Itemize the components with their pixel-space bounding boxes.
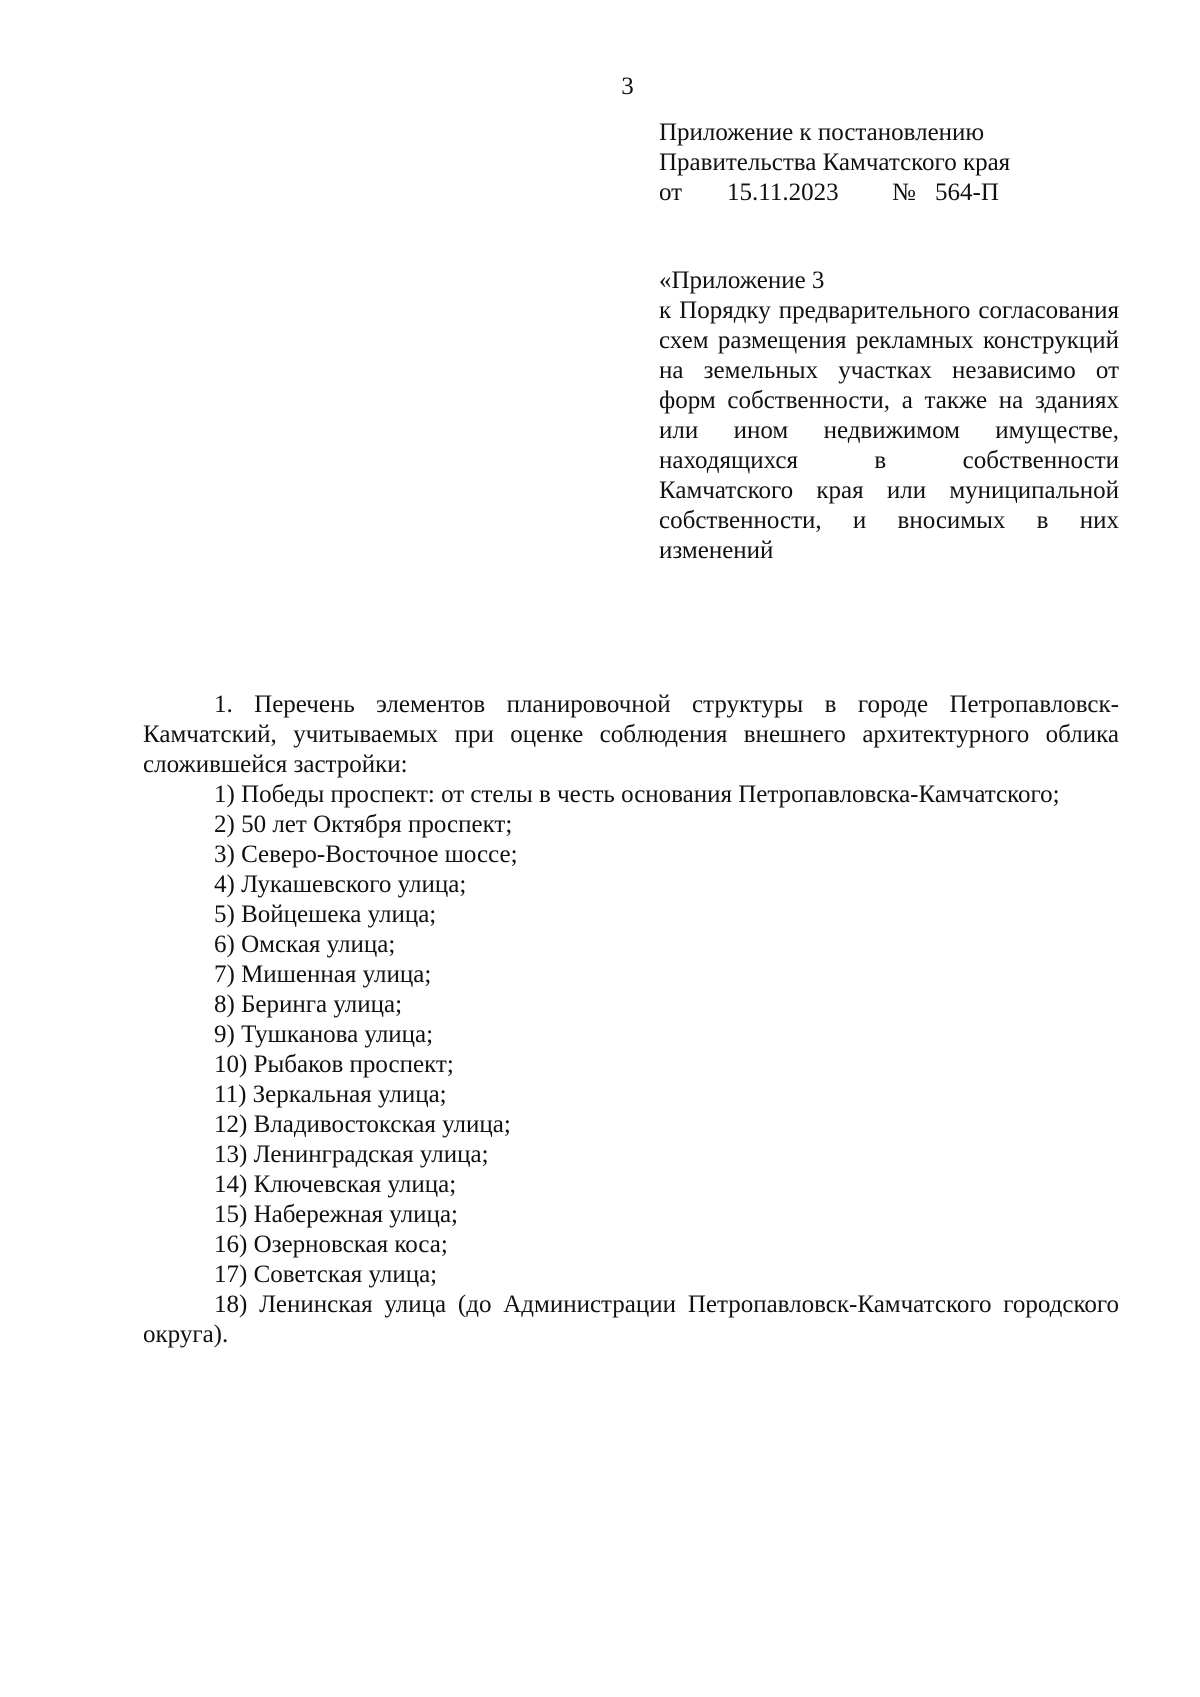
- list-item: 16) Озерновская коса;: [214, 1231, 448, 1258]
- annex-title: «Приложение 3: [659, 267, 825, 294]
- list-item: 10) Рыбаков проспект;: [214, 1051, 454, 1078]
- list-item: 9) Тушканова улица;: [214, 1021, 434, 1048]
- list-item: 14) Ключевская улица;: [214, 1171, 457, 1198]
- number-label: №: [892, 179, 916, 206]
- annex-text: к Порядку предварительного согласования схем размещения рекламных конструкций на земельных участках независимо от форм собственности, а также на зданиях или ином недвижимом имуществе, находящихся в собственности Камчатского края или муниципальной собственности, и вносимых в них изменений: [659, 297, 1119, 564]
- list-item: 6) Омская улица;: [214, 931, 396, 958]
- approval-date: 15.11.2023: [727, 179, 839, 206]
- approval-line-2: Правительства Камчатского края: [659, 149, 1011, 176]
- list-item: 2) 50 лет Октября проспект;: [214, 811, 513, 838]
- list-item: 4) Лукашевского улица;: [214, 871, 467, 898]
- list-item: 18) Ленинская улица (до Администрации Петропавловск-Камчатского городского округа).: [143, 1291, 1119, 1348]
- list-item: 12) Владивостокская улица;: [214, 1111, 511, 1138]
- list-item: 5) Войцешека улица;: [214, 901, 437, 928]
- list-item: 8) Беринга улица;: [214, 991, 403, 1018]
- list-item: 13) Ленинградская улица;: [214, 1141, 489, 1168]
- document-body: [143, 690, 1119, 1350]
- intro-paragraph: 1. Перечень элементов планировочной структуры в городе Петропавловск-Камчатский, учитываемых при оценке соблюдения внешнего архитектурного облика сложившейся застройки:: [143, 691, 1119, 778]
- date-label: от: [659, 179, 683, 206]
- list-item: 11) Зеркальная улица;: [214, 1081, 447, 1108]
- list-item: 1) Победы проспект: от стелы в честь основания Петропавловска-Камчатского;: [214, 781, 1060, 808]
- list-item: 7) Мишенная улица;: [214, 961, 432, 988]
- approval-line-1: Приложение к постановлению: [659, 119, 985, 146]
- list-item: 3) Северо-Восточное шоссе;: [214, 841, 518, 868]
- page-number: 3: [621, 73, 634, 100]
- approval-header: [659, 118, 1119, 208]
- annex-block: [659, 266, 1119, 566]
- list-item: 15) Набережная улица;: [214, 1201, 458, 1228]
- approval-date-line: [659, 178, 1119, 208]
- approval-number: 564-П: [935, 179, 999, 206]
- list-item: 17) Советская улица;: [214, 1261, 438, 1288]
